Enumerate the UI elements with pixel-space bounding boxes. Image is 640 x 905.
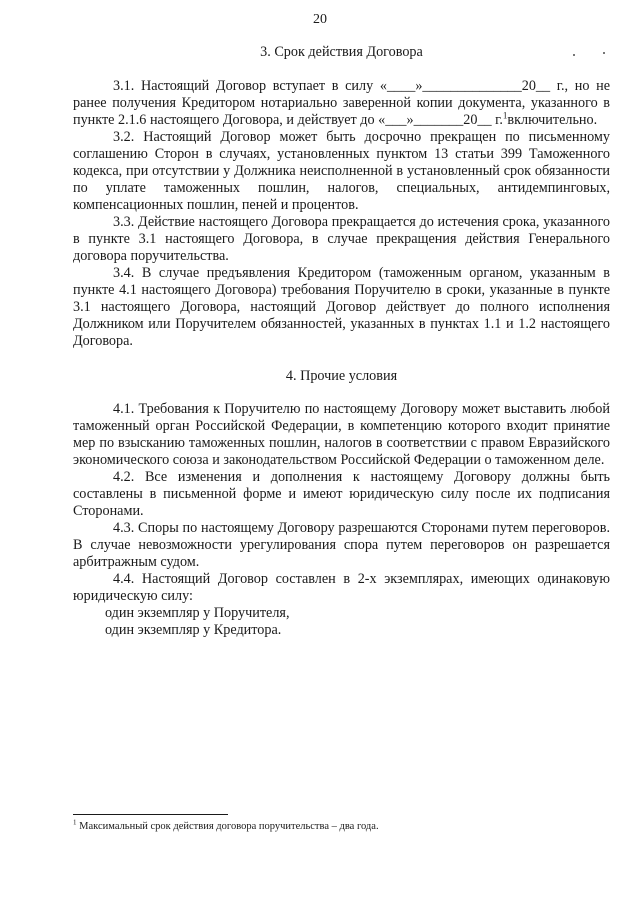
copy-creditor: один экземпляр у Кредитора.: [105, 622, 282, 638]
clause-3-4: 3.4. В случае предъявления Кредитором (таможенным органом, указанным в пункте 4.1 настоящего Договора) требования Поручителю в сроки, указанные в пункте 3.1 настоящего Договора, настоящий Договор действует до полного исполнения Должником или Поручителем обязанностей, указанных в пунктах 1.1 и 1.2 настоящего Договора.: [73, 265, 610, 349]
clause-3-1-text: 3.1. Настоящий Договор вступает в силу «____»______________20__ г., но не ранее получения Кредитором нотариально заверенной копии документа, указанного в пункте 2.1.6 настоящего Договора, и действует до «___»_______20__ г.: [73, 78, 610, 128]
footnote-ref: 1: [502, 110, 508, 121]
clause-3-1-tail: включительно.: [507, 112, 598, 128]
clause-3-1: [73, 78, 610, 129]
clause-3-3: 3.3. Действие настоящего Договора прекращается до истечения срока, указанного в пункте 3.1 настоящего Договора, в случае прекращения действия Генерального договора поручительства.: [73, 214, 610, 264]
clause-4-3: 4.3. Споры по настоящему Договору разрешаются Сторонами путем переговоров. В случае невозможности урегулирования спора путем переговоров он разрешается арбитражным судом.: [73, 520, 610, 570]
footnote-number: 1: [73, 818, 77, 827]
clause-3-2: 3.2. Настоящий Договор может быть досрочно прекращен по письменному соглашению Сторон в случаях, установленных пунктом 13 статьи 399 Таможенного кодекса, при отсутствии у Должника неисполненной в установленный срок обязанности по уплате таможенных пошлин, налогов, специальных, антидемпинговых, компенсационных пошлин, пеней и процентов.: [73, 129, 610, 213]
clause-4-2: 4.2. Все изменения и дополнения к настоящему Договору должны быть составлены в письменной форме и имеют юридическую силу после их подписания Сторонами.: [73, 469, 610, 519]
scan-speck: [603, 52, 605, 54]
footnote-text: Максимальный срок действия договора поручительства – два года.: [79, 821, 379, 832]
clause-4-4: 4.4. Настоящий Договор составлен в 2-х экземплярах, имеющих одинаковую юридическую силу:: [73, 571, 610, 604]
copy-guarantor: один экземпляр у Поручителя,: [105, 605, 290, 621]
clause-4-1: 4.1. Требования к Поручителю по настоящему Договору может выставить любой таможенный орган Российской Федерации, в компетенцию которого входит принятие мер по взысканию таможенных пошлин, налогов в соответствии с правом Евразийского экономического союза и законодательством Российской Федерации о таможенном деле.: [73, 401, 610, 468]
document-body: [73, 44, 610, 639]
footnote-divider: [73, 814, 228, 815]
section-3-title: 3. Срок действия Договора: [260, 44, 423, 60]
footnote: [73, 820, 613, 833]
scan-speck: [573, 54, 575, 56]
page-number: 20: [313, 12, 327, 27]
section-4-title: 4. Прочие условия: [285, 368, 398, 384]
